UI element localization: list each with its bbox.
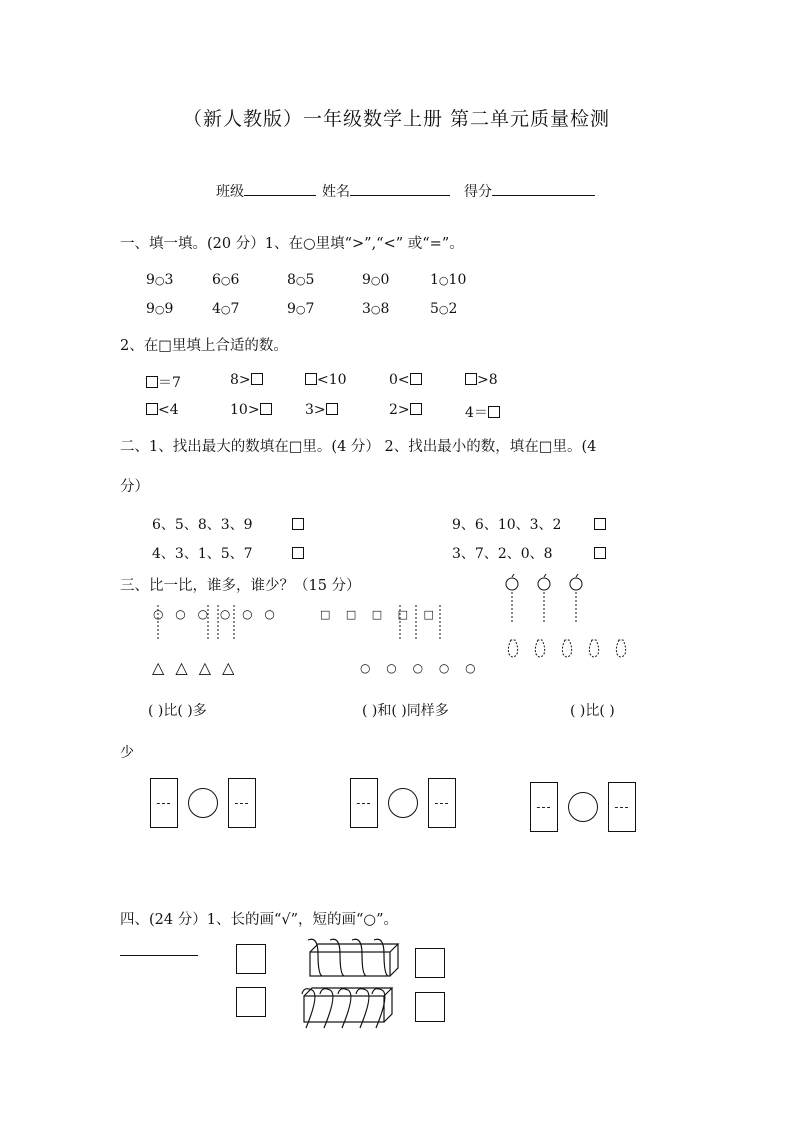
length-answer-box-4[interactable]: [415, 992, 445, 1022]
answer-box[interactable]: [146, 403, 158, 415]
min-answer-box-1[interactable]: [594, 518, 606, 530]
answer-circle[interactable]: ○: [370, 303, 381, 316]
short-line: [120, 955, 198, 956]
small-circles-row: ○ ○ ○ ○ ○: [360, 661, 482, 675]
compare-phrase-more: ( )比( )多: [148, 703, 207, 719]
dotted-lines-1: [150, 603, 260, 643]
section2-heading: 二、1、找出最大的数填在□里。(4 分） 2、找出最小的数，填在□里。(4: [120, 439, 597, 455]
compare-box-group-3: [530, 782, 636, 832]
compare-item: 1○10: [430, 272, 467, 288]
box-fill-item: ＝7: [146, 372, 181, 392]
pear-icon: [508, 640, 517, 657]
apple-icon: [538, 578, 550, 590]
compare-phrase-same: ( )和( )同样多: [362, 703, 449, 719]
compare-item: 6○6: [212, 272, 240, 288]
box-fill-item: 0<: [389, 372, 422, 388]
section1-heading: 一、填一填。(20 分）1、在○里填“>”,“<” 或“=”。: [120, 236, 464, 252]
long-block: [308, 939, 398, 976]
answer-box[interactable]: [251, 373, 263, 385]
answer-box-right[interactable]: ---: [428, 778, 456, 828]
section1-q2-label: 2、在□里填上合适的数。: [120, 338, 288, 354]
compare-phrase-less-end: 少: [120, 745, 134, 761]
min-set-2: 3、7、2、0、8: [452, 546, 553, 562]
max-set-2: 4、3、1、5、7: [152, 546, 253, 562]
min-answer-box-2[interactable]: [594, 547, 606, 559]
answer-box[interactable]: [326, 403, 338, 415]
answer-circle[interactable]: ○: [438, 274, 449, 287]
answer-box-right[interactable]: ---: [228, 778, 256, 828]
apple-icon: [570, 578, 582, 590]
pear-icon: [562, 640, 571, 657]
max-answer-box-1[interactable]: [292, 518, 304, 530]
answer-box[interactable]: [146, 376, 158, 388]
section2-heading-cont: 分）: [120, 479, 149, 495]
box-fill-item: <10: [305, 372, 347, 388]
box-fill-item: 2>: [389, 402, 422, 418]
top-squares-row: □ □ □ □ □: [320, 608, 440, 621]
top-circles-row: ○ ○ ○ ○ ○ ○: [153, 607, 279, 621]
compare-item: 9○3: [146, 272, 174, 288]
compare-box-group-2: [350, 778, 456, 828]
answer-circle[interactable]: ○: [154, 274, 165, 287]
apple-icon: [506, 578, 518, 590]
answer-circle[interactable]: ○: [370, 274, 381, 287]
dotted-lines-2: [380, 603, 450, 643]
max-set-1: 6、5、8、3、9: [152, 517, 253, 533]
answer-box[interactable]: [488, 406, 500, 418]
length-answer-box-2[interactable]: [415, 948, 445, 978]
pear-icons: [503, 636, 633, 666]
answer-box[interactable]: [410, 373, 422, 385]
compare-item: 8○5: [287, 272, 315, 288]
section3-heading: 三、比一比，谁多，谁少？（15 分）: [120, 578, 361, 594]
pear-icon: [616, 640, 625, 657]
box-fill-item: <4: [146, 402, 179, 418]
student-info-line: [216, 181, 601, 201]
answer-circle[interactable]: ○: [438, 303, 449, 316]
name-label: 姓名: [322, 184, 350, 200]
compare-phrase-less: ( )比( ): [570, 703, 615, 719]
wrapped-blocks: [300, 938, 405, 1038]
max-answer-box-2[interactable]: [292, 547, 304, 559]
box-fill-item: 3>: [305, 402, 338, 418]
section4-heading: 四、(24 分）1、长的画“√”，短的画“○”。: [120, 912, 398, 928]
min-set-1: 9、6、10、3、2: [452, 517, 562, 533]
box-fill-item: 10>: [230, 402, 272, 418]
name-blank[interactable]: [350, 181, 450, 196]
box-fill-item: >8: [465, 372, 498, 388]
answer-circle[interactable]: ○: [295, 303, 306, 316]
answer-box-left[interactable]: ---: [530, 782, 558, 832]
class-label: 班级: [216, 184, 244, 200]
answer-box-left[interactable]: ---: [350, 778, 378, 828]
box-fill-item: 4＝: [465, 402, 500, 422]
pear-icon: [535, 640, 544, 657]
answer-circle[interactable]: ○: [295, 274, 306, 287]
answer-circle[interactable]: [188, 788, 218, 818]
answer-circle[interactable]: [388, 788, 418, 818]
length-answer-box-1[interactable]: [236, 944, 266, 974]
score-label: 得分: [464, 184, 492, 200]
compare-item: 5○2: [430, 301, 458, 317]
score-blank[interactable]: [492, 181, 595, 196]
compare-item: 9○0: [362, 272, 390, 288]
box-fill-item: 8>: [230, 372, 263, 388]
answer-circle[interactable]: ○: [220, 303, 231, 316]
page-title: （新人教版）一年级数学上册 第二单元质量检测: [182, 108, 611, 130]
answer-box[interactable]: [465, 373, 477, 385]
compare-item: 9○7: [287, 301, 315, 317]
answer-circle[interactable]: ○: [220, 274, 231, 287]
answer-box[interactable]: [260, 403, 272, 415]
apple-icons: [500, 572, 590, 632]
class-blank[interactable]: [244, 181, 316, 196]
compare-item: 4○7: [212, 301, 240, 317]
answer-box-right[interactable]: ---: [608, 782, 636, 832]
length-answer-box-3[interactable]: [236, 987, 266, 1017]
answer-circle[interactable]: ○: [154, 303, 165, 316]
answer-circle[interactable]: [568, 792, 598, 822]
compare-item: 9○9: [146, 301, 174, 317]
answer-box[interactable]: [410, 403, 422, 415]
compare-item: 3○8: [362, 301, 390, 317]
pear-icon: [589, 640, 598, 657]
short-block: [302, 988, 392, 1028]
answer-box-left[interactable]: ---: [150, 778, 178, 828]
compare-box-group-1: [150, 778, 256, 828]
answer-box[interactable]: [305, 373, 317, 385]
triangles-row: △ △ △ △: [152, 658, 238, 677]
